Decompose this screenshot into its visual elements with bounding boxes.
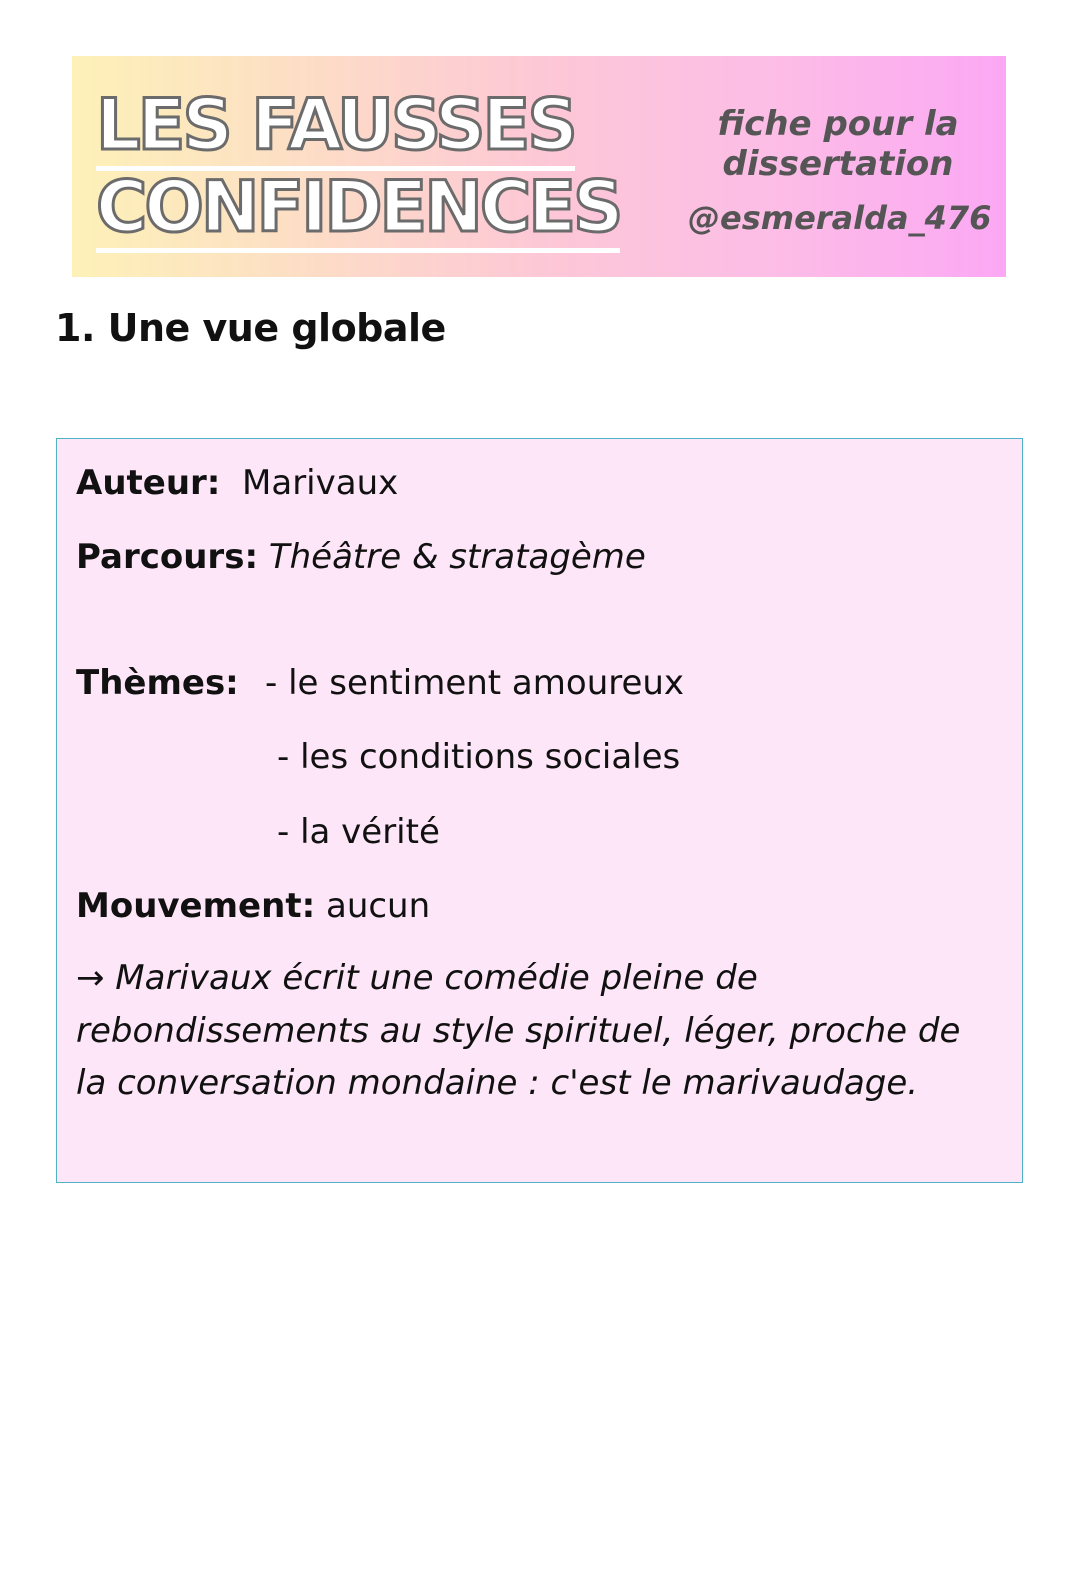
parcours-row: [76, 533, 646, 581]
summary-text: → Marivaux écrit une comédie pleine de rebondissements au style spirituel, léger, proche de la conversation mondaine : c'est le marivaudage.: [76, 958, 961, 1103]
subtitle-line-2: dissertation: [722, 144, 954, 184]
author-label: Auteur:: [76, 463, 221, 503]
banner-subtitle: [688, 104, 992, 238]
title-banner: [72, 56, 1006, 277]
parcours-label: Parcours:: [76, 537, 259, 577]
parcours-value: Théâtre & stratagème: [268, 537, 646, 577]
author-row: [76, 459, 398, 507]
theme-item: - la vérité: [277, 812, 440, 852]
document-title: [96, 84, 656, 248]
title-line-2: CONFIDENCES: [96, 166, 656, 248]
movement-label: Mouvement:: [76, 886, 316, 926]
author-value: Marivaux: [242, 463, 399, 503]
themes-label: Thèmes:: [76, 663, 239, 703]
author-handle: @esmeralda_476: [688, 199, 992, 237]
subtitle-line-1: fiche pour la: [717, 104, 959, 144]
title-line-1: LES FAUSSES: [96, 84, 656, 166]
movement-value: aucun: [325, 886, 431, 926]
theme-item: - les conditions sociales: [277, 737, 681, 777]
section-heading: 1. Une vue globale: [55, 306, 446, 350]
themes-row: [76, 659, 239, 707]
theme-item: - le sentiment amoureux: [265, 663, 685, 703]
info-box: [56, 438, 1023, 1183]
movement-row: [76, 882, 430, 930]
